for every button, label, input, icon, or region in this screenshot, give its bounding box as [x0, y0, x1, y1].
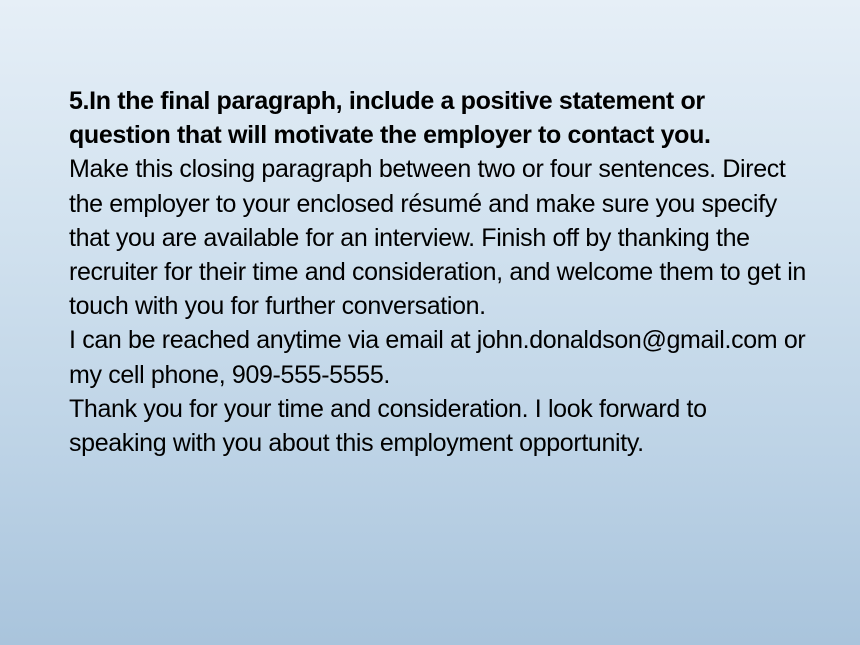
- example-contact-sentence: I can be reached anytime via email at john.donaldson@gmail.com or my cell phone, 909-555-5555.: [69, 326, 806, 389]
- instruction-paragraph: Make this closing paragraph between two or four sentences. Direct the employer to your enclosed résumé and make sure you specify that you are available for an interview. Finish off by thanking the recruiter for their time and consideration, and welcome them to get in touch with you for further conversation.: [69, 155, 806, 321]
- slide-content: [69, 84, 809, 460]
- example-closing-sentence: Thank you for your time and consideration. I look forward to speaking with you about this employment opportunity.: [69, 394, 707, 458]
- step-heading: 5.In the final paragraph, include a positive statement or question that will motivate the employer to contact you.: [69, 87, 711, 150]
